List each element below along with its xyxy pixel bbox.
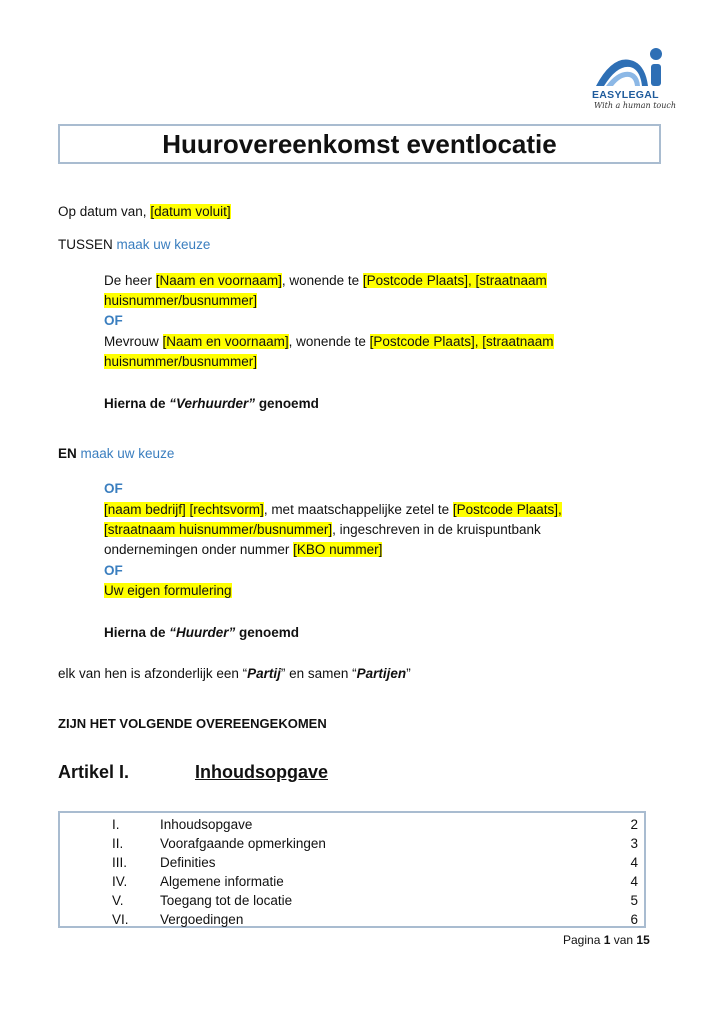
landlord-option1-line2: huisnummer/busnummer] bbox=[104, 293, 258, 308]
toc-row[interactable]: V. Toegang tot de locatie 5 bbox=[112, 893, 638, 908]
and-choice: maak uw keuze bbox=[80, 446, 175, 461]
parties-line: elk van hen is afzonderlijk een “Partij” en samen “Partijen” bbox=[58, 666, 411, 681]
article-number: Artikel I. bbox=[58, 762, 130, 782]
landlord-or: OF bbox=[104, 313, 123, 328]
toc-row[interactable]: II. Voorafgaande opmerkingen 3 bbox=[112, 836, 638, 851]
between-choice: maak uw keuze bbox=[116, 237, 211, 252]
date-line: Op datum van, [datum voluit] bbox=[58, 204, 231, 219]
landlord-option2-line1: Mevrouw [Naam en voornaam], wonende te [Postcode Plaats], [straatnaam bbox=[104, 334, 554, 349]
page-title: Huurovereenkomst eventlocatie bbox=[162, 128, 557, 159]
title-box bbox=[58, 124, 661, 164]
agreed-heading: ZIJN HET VOLGENDE OVEREENGEKOMEN bbox=[58, 716, 327, 731]
tenant-company-line3: ondernemingen onder nummer [KBO nummer] bbox=[104, 542, 383, 557]
tenant-company-line2: [straatnaam huisnummer/busnummer], ingeschreven in de kruispuntbank bbox=[104, 522, 541, 537]
toc-row[interactable]: III. Definities 4 bbox=[112, 855, 638, 870]
tenant-own-wording: Uw eigen formulering bbox=[104, 583, 232, 598]
table-of-contents bbox=[58, 811, 646, 928]
landlord-option1-line1: De heer [Naam en voornaam], wonende te [Postcode Plaats], [straatnaam bbox=[104, 273, 547, 288]
tenant-or2: OF bbox=[104, 563, 123, 578]
article-name: Inhoudsopgave bbox=[195, 762, 329, 782]
tenant-or1: OF bbox=[104, 481, 123, 496]
and-line: EN maak uw keuze bbox=[58, 446, 175, 461]
page-number-footer: Pagina 1 van 15 bbox=[563, 933, 650, 947]
toc-row[interactable]: IV. Algemene informatie 4 bbox=[112, 874, 638, 889]
between-line: TUSSEN maak uw keuze bbox=[58, 237, 211, 252]
tenant-company-line1: [naam bedrijf] [rechtsvorm], met maatschappelijke zetel te [Postcode Plaats], bbox=[104, 502, 562, 517]
article-heading bbox=[58, 762, 328, 783]
logo-wordmark: EASYLEGAL bbox=[592, 89, 659, 101]
date-placeholder[interactable]: [datum voluit] bbox=[150, 204, 231, 219]
toc-row[interactable]: VI. Vergoedingen 6 bbox=[112, 912, 638, 927]
landlord-option2-line2: huisnummer/busnummer] bbox=[104, 354, 258, 369]
logo-tagline: With a human touch bbox=[594, 101, 677, 110]
landlord-hereafter: Hierna de “Verhuurder” genoemd bbox=[104, 396, 319, 411]
toc-row[interactable]: I. Inhoudsopgave 2 bbox=[112, 817, 638, 832]
tenant-hereafter: Hierna de “Huurder” genoemd bbox=[104, 625, 300, 640]
